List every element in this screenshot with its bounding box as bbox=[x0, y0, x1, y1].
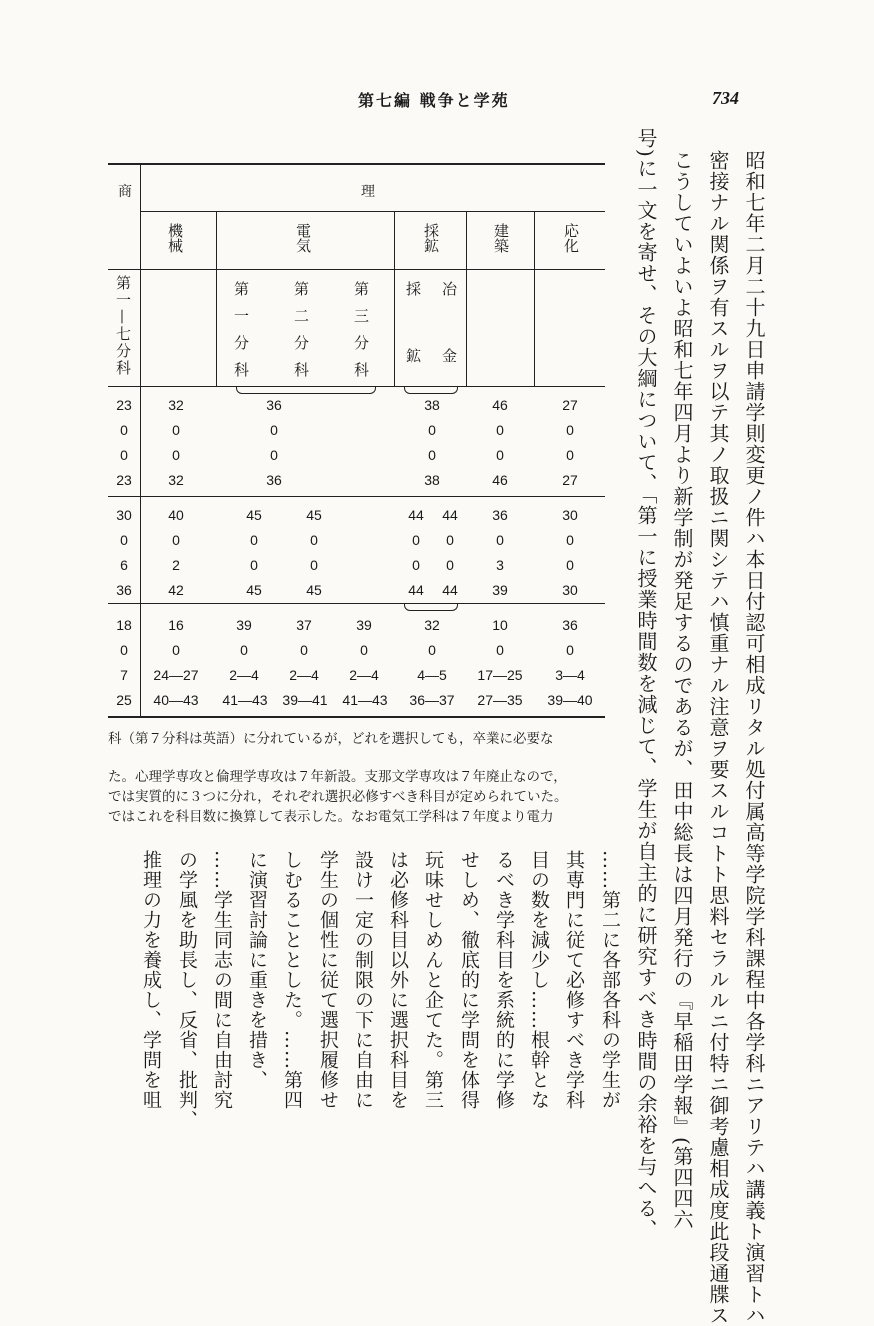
table-cell: 44 bbox=[442, 582, 458, 598]
table-cell: 0 bbox=[172, 642, 180, 658]
quote-column: は必修科目以外に選択科目を bbox=[387, 850, 409, 1110]
text-column: 昭和七年二月二十九日申請学則変更ノ件ハ本日付認可相成リタル処付属高等学院学科課程中各学科ニアリテハ講義ト演習トハ bbox=[742, 150, 766, 1326]
table-cell: 41—43 bbox=[342, 692, 388, 708]
table-cell: 0 bbox=[360, 642, 368, 658]
table-cell: 23 bbox=[116, 397, 132, 413]
table-cell: 45 bbox=[246, 582, 262, 598]
table-cell: 0 bbox=[172, 532, 180, 548]
table-cell: 0 bbox=[120, 532, 128, 548]
table-cell: 27—35 bbox=[477, 692, 523, 708]
text-column: 密接ナル関係ヲ有スルヲ以テ其ノ取扱ニ関シテハ慎重ナル注意ヲ要スルコトト思料セラルルニ付特ニ御考慮相成度此段通牒ス bbox=[706, 150, 730, 1326]
table-cell: 3 bbox=[496, 557, 504, 573]
text-column: 号)に一文を寄せ、その大綱について、「第一に授業時間数を減じて、学生が自主的に研究すべき時間の余裕を与へる、 bbox=[634, 128, 658, 1240]
quote-column: 玩味せしめんと企てた。第三 bbox=[422, 850, 444, 1110]
table-note: ではこれを科目数に換算して表示した。なお電気工学科は７年度より電力 bbox=[108, 809, 554, 825]
table-cell: 32 bbox=[424, 617, 440, 633]
table-cell: 0 bbox=[428, 422, 436, 438]
dept-label: 採鉱 bbox=[422, 223, 440, 253]
table-cell: 46 bbox=[492, 472, 508, 488]
elec-subdivision: 第三分科 bbox=[352, 281, 370, 389]
table-cell: 18 bbox=[116, 617, 132, 633]
table-cell: 46 bbox=[492, 397, 508, 413]
table-cell: 38 bbox=[424, 472, 440, 488]
table-note: た。心理学専攻と倫理学専攻は７年新設。支那文学専攻は７年廃止なので， bbox=[108, 769, 567, 785]
running-head: 第七編 戦争と学苑 bbox=[358, 91, 510, 110]
quote-column: 其専門に従て必修すべき学科 bbox=[563, 850, 585, 1110]
table-cell: 39 bbox=[236, 617, 252, 633]
table-cell: 0 bbox=[428, 447, 436, 463]
mining-subdivision: 採鉱 bbox=[404, 281, 422, 415]
table-cell: 0 bbox=[240, 642, 248, 658]
table-cell: 36 bbox=[266, 472, 282, 488]
table-cell: 0 bbox=[412, 557, 420, 573]
mining-brace bbox=[404, 604, 458, 611]
quote-column: ……学生同志の間に自由討究 bbox=[211, 850, 233, 1110]
table-cell: 0 bbox=[428, 642, 436, 658]
quote-column: せしめ、徹底的に学問を体得 bbox=[458, 850, 480, 1110]
dept-label: 建築 bbox=[492, 223, 510, 253]
table-cell: 2—4 bbox=[229, 667, 259, 683]
table-cell: 10 bbox=[492, 617, 508, 633]
table-cell: 44 bbox=[442, 507, 458, 523]
table-cell: 25 bbox=[116, 692, 132, 708]
header-commerce: 商 bbox=[118, 184, 132, 200]
table-cell: 36 bbox=[492, 507, 508, 523]
table-cell: 6 bbox=[120, 557, 128, 573]
table-cell: 0 bbox=[446, 557, 454, 573]
table-cell: 0 bbox=[566, 447, 574, 463]
table-cell: 24—27 bbox=[153, 667, 199, 683]
quote-column: の学風を助長し、反省、批判、 bbox=[176, 850, 198, 1130]
table-cell: 0 bbox=[566, 532, 574, 548]
table-cell: 0 bbox=[310, 532, 318, 548]
table-cell: 0 bbox=[250, 532, 258, 548]
table-cell: 36 bbox=[116, 582, 132, 598]
quote-column: るべき学科目を系統的に学修 bbox=[493, 850, 515, 1110]
table-cell: 0 bbox=[496, 642, 504, 658]
quote-column: ……第二に各部各科の学生が bbox=[599, 850, 621, 1110]
table-cell: 38 bbox=[424, 397, 440, 413]
quote-column: しむることとした。……第四 bbox=[281, 850, 303, 1110]
table-cell: 2 bbox=[172, 557, 180, 573]
table-cell: 39 bbox=[492, 582, 508, 598]
table-cell: 40 bbox=[168, 507, 184, 523]
header-science: 理 bbox=[361, 184, 375, 200]
table-cell: 27 bbox=[562, 472, 578, 488]
quote-column: 学生の個性に従て選択履修せ bbox=[317, 850, 339, 1110]
table-cell: 0 bbox=[300, 642, 308, 658]
table-cell: 27 bbox=[562, 397, 578, 413]
table-cell: 30 bbox=[562, 507, 578, 523]
elec-subdivision: 第二分科 bbox=[292, 281, 310, 389]
mining-subdivision: 冶金 bbox=[440, 281, 458, 415]
table-cell: 0 bbox=[412, 532, 420, 548]
quote-column: 設け一定の制限の下に自由に bbox=[352, 850, 374, 1110]
table-cell: 45 bbox=[306, 507, 322, 523]
commerce-subdivision: 第一—七分科 bbox=[114, 275, 132, 377]
table-cell: 0 bbox=[496, 532, 504, 548]
table-cell: 44 bbox=[408, 507, 424, 523]
table-cell: 30 bbox=[562, 582, 578, 598]
table-cell: 0 bbox=[172, 422, 180, 438]
table-cell: 16 bbox=[168, 617, 184, 633]
table-cell: 0 bbox=[250, 557, 258, 573]
table-cell: 0 bbox=[120, 642, 128, 658]
table-cell: 0 bbox=[496, 447, 504, 463]
table-cell: 17—25 bbox=[477, 667, 523, 683]
quote-column: 目の数を減少し……根幹とな bbox=[528, 850, 550, 1110]
table-cell: 36—37 bbox=[409, 692, 455, 708]
table-cell: 2—4 bbox=[289, 667, 319, 683]
text-column: こうしていよいよ昭和七年四月より新学制が発足するのであるが、田中総長は四月発行の『早稲田学報』(第四四六 bbox=[670, 150, 694, 1230]
table-cell: 30 bbox=[116, 507, 132, 523]
elec-brace bbox=[236, 387, 376, 394]
elec-subdivision: 第一分科 bbox=[232, 281, 250, 389]
table-cell: 0 bbox=[496, 422, 504, 438]
table-cell: 2—4 bbox=[349, 667, 379, 683]
table-cell: 0 bbox=[446, 532, 454, 548]
table-note: 科（第７分科は英語）に分れているが，どれを選択しても，卒業に必要な bbox=[108, 731, 554, 747]
table-cell: 7 bbox=[120, 667, 128, 683]
table-cell: 36 bbox=[562, 617, 578, 633]
table-cell: 4—5 bbox=[417, 667, 447, 683]
table-cell: 39 bbox=[356, 617, 372, 633]
dept-label: 機械 bbox=[166, 223, 184, 253]
quote-column: 推理の力を養成し、学問を咀 bbox=[140, 850, 162, 1110]
table-cell: 42 bbox=[168, 582, 184, 598]
table-cell: 36 bbox=[266, 397, 282, 413]
table-cell: 32 bbox=[168, 472, 184, 488]
page-number: 734 bbox=[712, 88, 739, 108]
table-cell: 0 bbox=[566, 422, 574, 438]
table-note: では実質的に３つに分れ，それぞれ選択必修すべき科目が定められていた。 bbox=[108, 789, 568, 805]
table-cell: 23 bbox=[116, 472, 132, 488]
table-cell: 45 bbox=[306, 582, 322, 598]
mining-brace bbox=[404, 387, 458, 394]
quote-column: に演習討論に重きを措き、 bbox=[246, 850, 268, 1090]
table-cell: 39—40 bbox=[547, 692, 593, 708]
table-cell: 41—43 bbox=[222, 692, 268, 708]
table-cell: 3—4 bbox=[555, 667, 585, 683]
table-cell: 32 bbox=[168, 397, 184, 413]
table-cell: 45 bbox=[246, 507, 262, 523]
table-cell: 44 bbox=[408, 582, 424, 598]
table-cell: 0 bbox=[566, 557, 574, 573]
table-cell: 37 bbox=[296, 617, 312, 633]
table-cell: 0 bbox=[120, 422, 128, 438]
credit-table bbox=[108, 163, 605, 719]
table-cell: 0 bbox=[270, 422, 278, 438]
table-cell: 0 bbox=[270, 447, 278, 463]
dept-label: 電気 bbox=[294, 223, 312, 253]
table-cell: 39—41 bbox=[282, 692, 328, 708]
dept-label: 応化 bbox=[562, 223, 580, 253]
table-cell: 40—43 bbox=[153, 692, 199, 708]
table-cell: 0 bbox=[120, 447, 128, 463]
table-cell: 0 bbox=[172, 447, 180, 463]
table-cell: 0 bbox=[566, 642, 574, 658]
table-cell: 0 bbox=[310, 557, 318, 573]
